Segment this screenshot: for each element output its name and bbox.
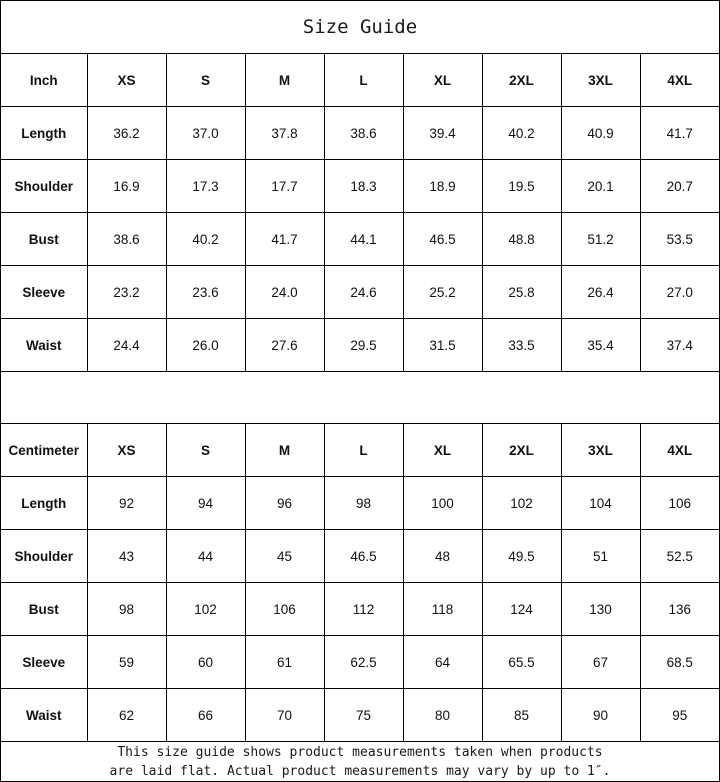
- measurement-cell: 26.0: [166, 319, 245, 372]
- measurement-cell: 46.5: [324, 530, 403, 583]
- unit-header: Inch: [1, 54, 87, 107]
- measurement-cell: 16.9: [87, 160, 166, 213]
- size-header: XL: [403, 424, 482, 477]
- measurement-cell: 41.7: [640, 107, 719, 160]
- measurement-cell: 67: [561, 636, 640, 689]
- table-row: [1, 530, 719, 583]
- measurement-cell: 45: [245, 530, 324, 583]
- measurement-cell: 68.5: [640, 636, 719, 689]
- measurement-cell: 49.5: [482, 530, 561, 583]
- measurement-cell: 51.2: [561, 213, 640, 266]
- size-header: L: [324, 54, 403, 107]
- measurement-cell: 53.5: [640, 213, 719, 266]
- measurement-cell: 38.6: [324, 107, 403, 160]
- measurement-label: Waist: [1, 319, 87, 372]
- header-row: [1, 54, 719, 107]
- header-row: [1, 424, 719, 477]
- measurement-cell: 23.6: [166, 266, 245, 319]
- measurement-label: Waist: [1, 689, 87, 742]
- measurement-cell: 96: [245, 477, 324, 530]
- measurement-cell: 95: [640, 689, 719, 742]
- measurement-cell: 35.4: [561, 319, 640, 372]
- measurement-label: Sleeve: [1, 636, 87, 689]
- measurement-cell: 112: [324, 583, 403, 636]
- measurement-cell: 46.5: [403, 213, 482, 266]
- size-header: S: [166, 54, 245, 107]
- measurement-cell: 48: [403, 530, 482, 583]
- size-header: 4XL: [640, 54, 719, 107]
- size-header: 2XL: [482, 54, 561, 107]
- size-header: M: [245, 54, 324, 107]
- measurement-label: Length: [1, 107, 87, 160]
- measurement-cell: 106: [640, 477, 719, 530]
- table-row: [1, 636, 719, 689]
- measurement-cell: 85: [482, 689, 561, 742]
- table-row: [1, 689, 719, 742]
- measurement-cell: 52.5: [640, 530, 719, 583]
- measurement-cell: 51: [561, 530, 640, 583]
- size-header: 3XL: [561, 54, 640, 107]
- measurement-cell: 66: [166, 689, 245, 742]
- measurement-cell: 37.8: [245, 107, 324, 160]
- measurement-label: Bust: [1, 213, 87, 266]
- size-header: M: [245, 424, 324, 477]
- unit-header: Centimeter: [1, 424, 87, 477]
- measurement-label: Bust: [1, 583, 87, 636]
- measurement-cell: 62.5: [324, 636, 403, 689]
- measurement-cell: 39.4: [403, 107, 482, 160]
- measurement-cell: 40.9: [561, 107, 640, 160]
- measurement-cell: 38.6: [87, 213, 166, 266]
- inch-size-table: [1, 54, 719, 372]
- measurement-cell: 98: [324, 477, 403, 530]
- measurement-cell: 18.9: [403, 160, 482, 213]
- table-row: [1, 107, 719, 160]
- measurement-cell: 104: [561, 477, 640, 530]
- measurement-cell: 17.3: [166, 160, 245, 213]
- table-row: [1, 266, 719, 319]
- measurement-cell: 25.2: [403, 266, 482, 319]
- size-header: 2XL: [482, 424, 561, 477]
- size-header: 3XL: [561, 424, 640, 477]
- table-row: [1, 160, 719, 213]
- measurement-note: [1, 742, 719, 781]
- measurement-cell: 41.7: [245, 213, 324, 266]
- table-row: [1, 319, 719, 372]
- measurement-label: Shoulder: [1, 530, 87, 583]
- measurement-cell: 40.2: [166, 213, 245, 266]
- measurement-cell: 17.7: [245, 160, 324, 213]
- measurement-label: Sleeve: [1, 266, 87, 319]
- measurement-cell: 94: [166, 477, 245, 530]
- note-line-1: This size guide shows product measurements taken when products: [117, 744, 603, 760]
- measurement-cell: 80: [403, 689, 482, 742]
- measurement-cell: 102: [166, 583, 245, 636]
- measurement-cell: 98: [87, 583, 166, 636]
- measurement-cell: 27.0: [640, 266, 719, 319]
- measurement-cell: 27.6: [245, 319, 324, 372]
- measurement-cell: 37.0: [166, 107, 245, 160]
- size-header: L: [324, 424, 403, 477]
- measurement-cell: 18.3: [324, 160, 403, 213]
- measurement-cell: 136: [640, 583, 719, 636]
- measurement-cell: 90: [561, 689, 640, 742]
- measurement-cell: 23.2: [87, 266, 166, 319]
- measurement-cell: 20.1: [561, 160, 640, 213]
- size-header: 4XL: [640, 424, 719, 477]
- table-row: [1, 583, 719, 636]
- note-line-2: are laid flat. Actual product measurements may vary by up to 1″.: [109, 763, 611, 779]
- measurement-cell: 44: [166, 530, 245, 583]
- size-header: XS: [87, 54, 166, 107]
- measurement-cell: 75: [324, 689, 403, 742]
- measurement-cell: 31.5: [403, 319, 482, 372]
- measurement-cell: 124: [482, 583, 561, 636]
- measurement-cell: 19.5: [482, 160, 561, 213]
- measurement-cell: 64: [403, 636, 482, 689]
- measurement-cell: 92: [87, 477, 166, 530]
- measurement-cell: 48.8: [482, 213, 561, 266]
- measurement-cell: 70: [245, 689, 324, 742]
- table-spacer: [1, 372, 719, 424]
- measurement-cell: 118: [403, 583, 482, 636]
- size-header: S: [166, 424, 245, 477]
- measurement-cell: 130: [561, 583, 640, 636]
- table-row: [1, 213, 719, 266]
- page-title: Size Guide: [1, 1, 719, 54]
- measurement-cell: 61: [245, 636, 324, 689]
- measurement-label: Length: [1, 477, 87, 530]
- measurement-cell: 40.2: [482, 107, 561, 160]
- measurement-cell: 36.2: [87, 107, 166, 160]
- measurement-cell: 24.6: [324, 266, 403, 319]
- measurement-cell: 20.7: [640, 160, 719, 213]
- centimeter-size-table: [1, 424, 719, 742]
- measurement-cell: 102: [482, 477, 561, 530]
- measurement-cell: 60: [166, 636, 245, 689]
- measurement-cell: 26.4: [561, 266, 640, 319]
- measurement-cell: 65.5: [482, 636, 561, 689]
- measurement-cell: 106: [245, 583, 324, 636]
- measurement-cell: 43: [87, 530, 166, 583]
- measurement-cell: 44.1: [324, 213, 403, 266]
- measurement-cell: 24.0: [245, 266, 324, 319]
- size-header: XL: [403, 54, 482, 107]
- measurement-cell: 37.4: [640, 319, 719, 372]
- measurement-cell: 62: [87, 689, 166, 742]
- table-row: [1, 477, 719, 530]
- measurement-cell: 29.5: [324, 319, 403, 372]
- measurement-cell: 59: [87, 636, 166, 689]
- measurement-cell: 100: [403, 477, 482, 530]
- measurement-cell: 24.4: [87, 319, 166, 372]
- measurement-label: Shoulder: [1, 160, 87, 213]
- size-header: XS: [87, 424, 166, 477]
- measurement-cell: 33.5: [482, 319, 561, 372]
- measurement-cell: 25.8: [482, 266, 561, 319]
